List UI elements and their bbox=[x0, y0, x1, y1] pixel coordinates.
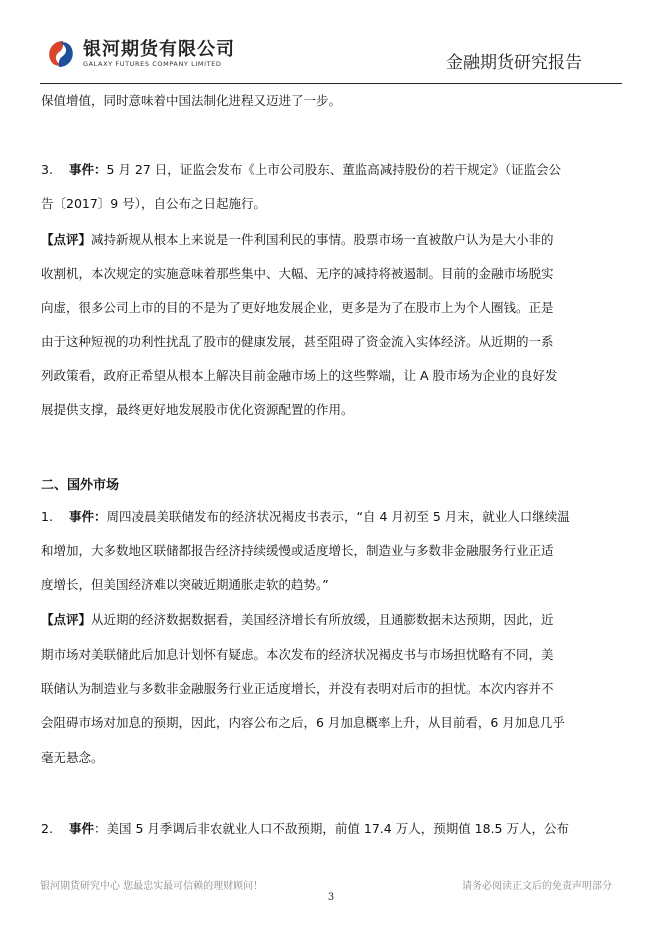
comment1-line: 期市场对美联储此后加息计划怀有疑虑。本次发布的经济状况褐皮书与市场担忧略有不同，美 bbox=[41, 647, 554, 662]
item-number: 3. bbox=[41, 162, 53, 177]
comment-label: 【点评】 bbox=[41, 232, 92, 247]
event-label: 事件： bbox=[69, 162, 107, 177]
text-span: 从近期的经济数据数据看，美国经济增长有所放缓，且通膨数据未达预期，因此，近 bbox=[91, 612, 554, 627]
comment1-line: 会阻碍市场对加息的预期，因此，内容公布之后，6 月加息概率上升，从目前看，6 月加息几乎 bbox=[41, 715, 565, 730]
comment3-line: 列政策看，政府正希望从根本上解决目前金融市场上的这些弊端，让 A 股市场为企业的良好发 bbox=[41, 368, 558, 383]
text-span: 5 月 27 日，证监会发布《上市公司股东、董监高减持股份的若干规定》（证监会公 bbox=[106, 162, 562, 177]
item-number: 2. bbox=[41, 821, 53, 836]
comment3-line bbox=[41, 232, 554, 248]
item-number: 1. bbox=[41, 509, 53, 524]
event-label: 事件： bbox=[69, 509, 107, 524]
footer-slogan: 银河期货研究中心 您最忠实最可信赖的理财顾问！ bbox=[40, 881, 264, 892]
item2-line bbox=[41, 821, 569, 837]
comment3-line: 展提供支撑，最终更好地发展股市优化资源配置的作用。 bbox=[41, 402, 354, 417]
comment1-line: 毫无悬念。 bbox=[41, 750, 104, 765]
footer-disclaimer-note: 请务必阅读正文后的免责声明部分 bbox=[462, 881, 612, 892]
report-title: 金融期货研究报告 bbox=[446, 53, 582, 73]
comment1-line bbox=[41, 612, 554, 628]
comment3-line: 向虚，很多公司上市的目的不是为了更好地发展企业，更多是为了在股市上为个人圈钱。正是 bbox=[41, 300, 554, 315]
text-span: ：美国 5 月季调后非农就业人口不敌预期，前值 17.4 万人，预期值 18.5 万人，公布 bbox=[94, 821, 569, 836]
intro-line: 保值增值，同时意味着中国法制化进程又迈进了一步。 bbox=[41, 93, 342, 108]
company-logo bbox=[45, 38, 235, 70]
item1-line bbox=[41, 509, 570, 525]
section-heading: 二、国外市场 bbox=[41, 478, 120, 493]
text-span: 减持新规从根本上来说是一件利国利民的事情。股票市场一直被散户认为是大小非的 bbox=[91, 232, 554, 247]
comment3-line: 收割机，本次规定的实施意味着那些集中、大幅、无序的减持将被遏制。目前的金融市场脱实 bbox=[41, 266, 554, 281]
company-name-cn: 银河期货有限公司 bbox=[83, 38, 235, 60]
company-name-en: GALAXY FUTURES COMPANY LIMITED bbox=[83, 59, 222, 68]
comment3-line: 由于这种短视的功利性扰乱了股市的健康发展，甚至阻碍了资金流入实体经济。从近期的一系 bbox=[41, 334, 554, 349]
comment1-line: 联储认为制造业与多数非金融服务行业正适度增长，并没有表明对后市的担忧。本次内容并不 bbox=[41, 681, 554, 696]
item1-line: 和增加，大多数地区联储都报告经济持续缓慢或适度增长，制造业与多数非金融服务行业正适 bbox=[41, 543, 554, 558]
page-number: 3 bbox=[327, 892, 335, 903]
header-divider bbox=[40, 83, 622, 84]
text-span: 周四凌晨美联储发布的经济状况褐皮书表示，“自 4 月初至 5 月末，就业人口继续温 bbox=[106, 509, 570, 524]
item3-line bbox=[41, 162, 562, 178]
comment-label: 【点评】 bbox=[41, 612, 92, 627]
event-label: 事件 bbox=[69, 821, 95, 836]
item3-line: 告〔2017〕9 号），自公布之日起施行。 bbox=[41, 196, 266, 211]
galaxy-logo-icon bbox=[45, 38, 77, 70]
item1-line: 度增长，但美国经济难以突破近期通胀走软的趋势。” bbox=[41, 577, 329, 592]
